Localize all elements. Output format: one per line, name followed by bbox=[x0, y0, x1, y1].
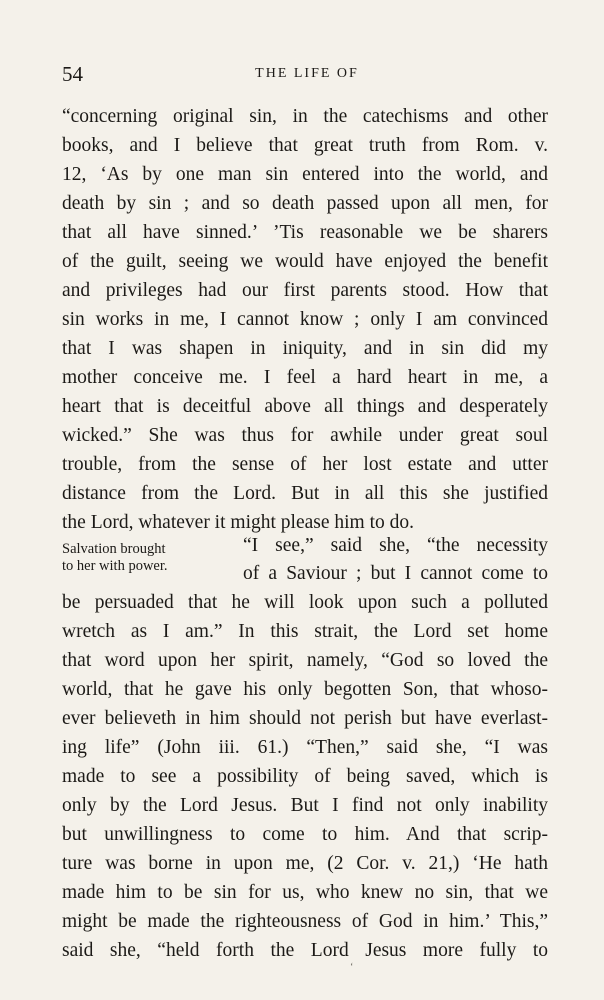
text-line: ing life” (John iii. 61.) “Then,” said she, “I was bbox=[62, 737, 548, 758]
text-line: that I was shapen in iniquity, and in sin did my bbox=[62, 338, 548, 359]
margin-note-line: Salvation brought bbox=[62, 541, 166, 557]
text-line: sin works in me, I cannot know ; only I am convinced bbox=[62, 309, 548, 330]
text-line: but unwillingness to come to him. And that scrip- bbox=[62, 824, 548, 845]
running-title: THE LIFE OF bbox=[255, 66, 359, 81]
text-line: ture was borne in upon me, (2 Cor. v. 21,) ‘He hath bbox=[62, 853, 548, 874]
page-header bbox=[62, 62, 552, 88]
text-line: trouble, from the sense of her lost estate and utter bbox=[62, 454, 548, 475]
text-line: world, that he gave his only begotten Son, that whoso- bbox=[62, 679, 548, 700]
text-line: be persuaded that he will look upon such a polluted bbox=[62, 592, 548, 613]
text-line: that word upon her spirit, namely, “God so loved the bbox=[62, 650, 548, 671]
text-line: said she, “held forth the Lord Jesus more fully to bbox=[62, 940, 548, 961]
text-line: wretch as I am.” In this strait, the Lord set home bbox=[62, 621, 548, 642]
text-line: and privileges had our first parents stood. How that bbox=[62, 280, 548, 301]
page-number: 54 bbox=[62, 62, 83, 86]
text-line: the Lord, whatever it might please him to do. bbox=[62, 512, 414, 533]
margin-note-line: to her with power. bbox=[62, 558, 168, 574]
text-line: of the guilt, seeing we would have enjoyed the benefit bbox=[62, 251, 548, 272]
text-line: distance from the Lord. But in all this she justified bbox=[62, 483, 548, 504]
text-line: books, and I believe that great truth from Rom. v. bbox=[62, 135, 548, 156]
text-line: made to see a possibility of being saved, which is bbox=[62, 766, 548, 787]
stray-mark: ‘ bbox=[350, 962, 354, 973]
text-line: “I see,” said she, “the necessity bbox=[243, 535, 548, 556]
text-line: only by the Lord Jesus. But I find not only inability bbox=[62, 795, 548, 816]
text-line: heart that is deceitful above all things and desperately bbox=[62, 396, 548, 417]
text-line: that all have sinned.’ ’Tis reasonable we be sharers bbox=[62, 222, 548, 243]
text-line: made him to be sin for us, who knew no sin, that we bbox=[62, 882, 548, 903]
text-line: wicked.” She was thus for awhile under great soul bbox=[62, 425, 548, 446]
text-line: might be made the righteousness of God in him.’ This,” bbox=[62, 911, 548, 932]
text-line: “concerning original sin, in the catechisms and other bbox=[62, 106, 548, 127]
text-line: mother conceive me. I feel a hard heart in me, a bbox=[62, 367, 548, 388]
text-line: death by sin ; and so death passed upon all men, for bbox=[62, 193, 548, 214]
text-line: ever believeth in him should not perish but have everlast- bbox=[62, 708, 548, 729]
text-line: 12, ‘As by one man sin entered into the world, and bbox=[62, 164, 548, 185]
text-line: of a Saviour ; but I cannot come to bbox=[243, 563, 548, 584]
